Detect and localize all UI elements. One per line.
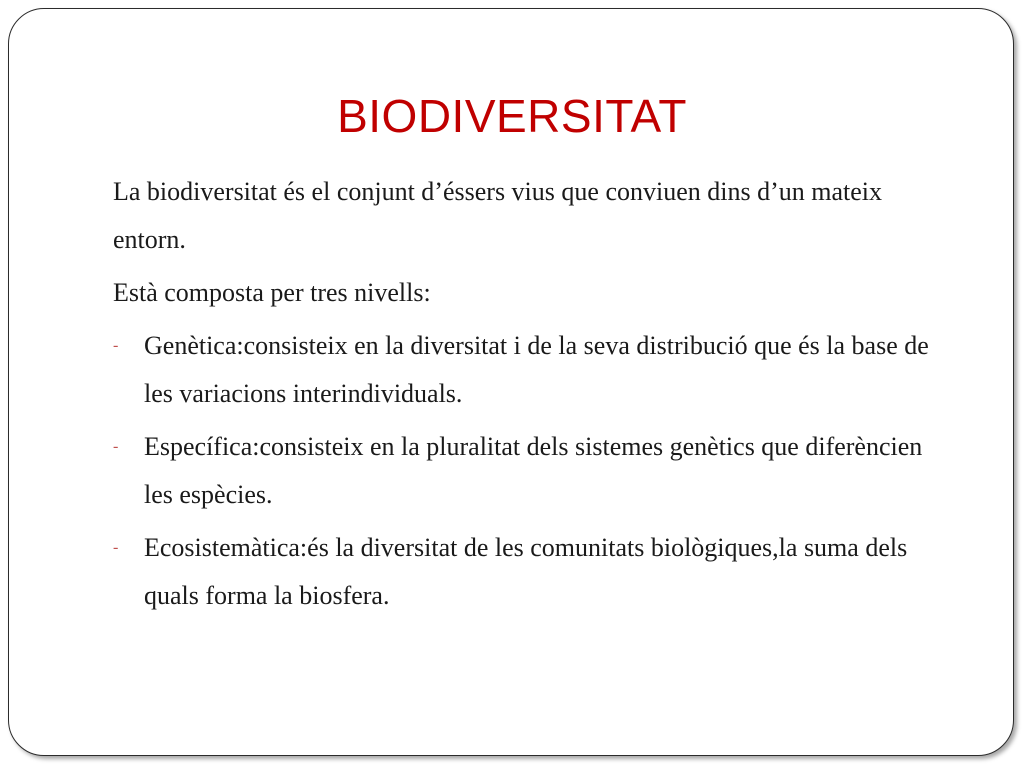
paragraph-definition: La biodiversitat és el conjunt d’éssers vius que conviuen dins d’un mateix entorn. [113, 177, 882, 254]
bullet-text: Específica:consisteix en la pluralitat dels sistemes genètics que diferèncien les espècies. [144, 432, 923, 509]
bullet-text: Genètica:consisteix en la diversitat i de la seva distribució que és la base de les variacions interindividuals. [144, 331, 929, 408]
bullet-text: Ecosistemàtica:és la diversitat de les comunitats biològiques,la suma dels quals forma la biosfera. [144, 533, 908, 610]
paragraph-levels-intro: Està composta per tres nivells: [113, 278, 431, 307]
bullet-item-especifica [113, 423, 943, 519]
bullet-item-genetica [113, 322, 943, 418]
bullet-marker: - [113, 438, 119, 455]
bullet-marker: - [113, 539, 119, 556]
slide-body [113, 168, 943, 625]
bullet-marker: - [113, 337, 119, 354]
slide-title: BIODIVERSITAT [337, 90, 687, 142]
bullet-item-ecosistematica [113, 524, 943, 620]
